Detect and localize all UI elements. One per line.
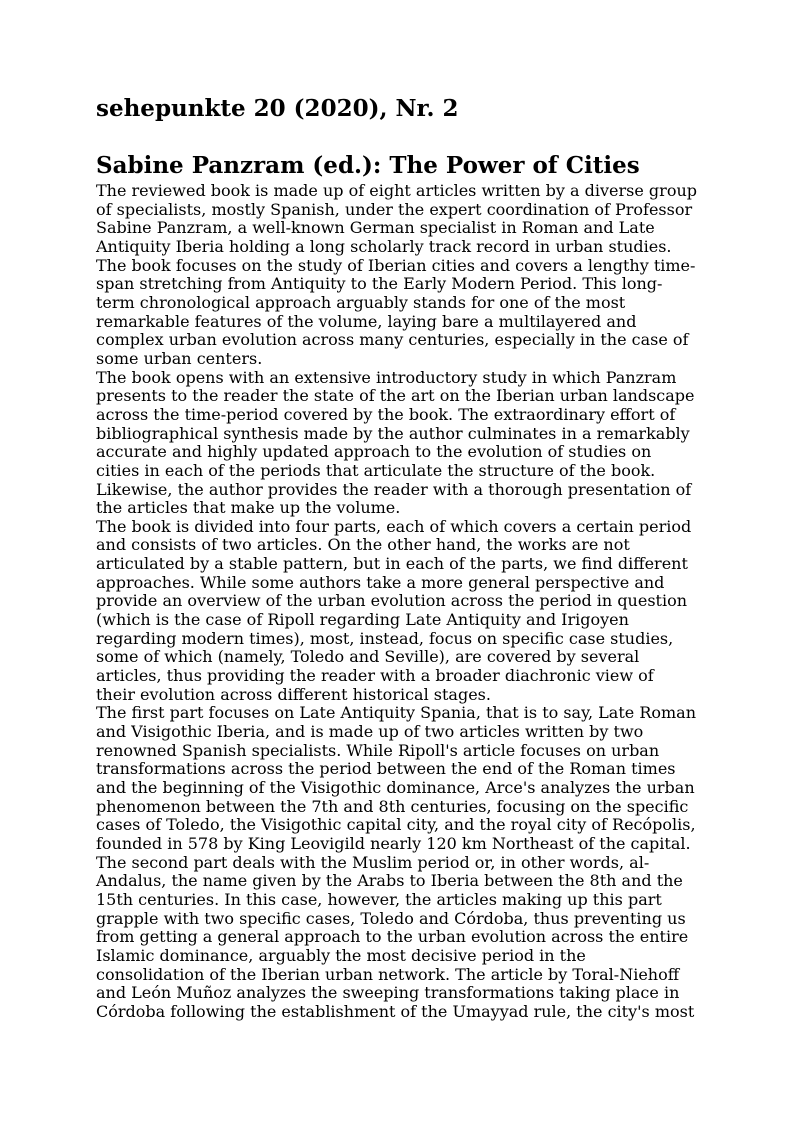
- text-line: complex urban evolution across many centuries, especially in the case of: [96, 330, 689, 350]
- body-paragraph: [96, 182, 706, 369]
- text-line: articles, thus providing the reader with a broader diachronic view of: [96, 666, 654, 686]
- text-line: consolidation of the Iberian urban network. The article by Toral-Niehoff: [96, 964, 680, 984]
- text-line: accurate and highly updated approach to the evolution of studies on: [96, 442, 652, 462]
- text-line: across the time-period covered by the book. The extraordinary effort of: [96, 404, 676, 424]
- text-line: (which is the case of Ripoll regarding Late Antiquity and Irigoyen: [96, 610, 629, 630]
- text-line: renowned Spanish specialists. While Ripoll's article focuses on urban: [96, 740, 660, 760]
- review-body: [96, 182, 706, 1022]
- text-line: the articles that make up the volume.: [96, 498, 401, 518]
- text-line: term chronological approach arguably stands for one of the most: [96, 292, 626, 312]
- body-paragraph: [96, 518, 706, 705]
- text-line: grapple with two specific cases, Toledo and Córdoba, thus preventing us: [96, 908, 686, 928]
- text-line: transformations across the period between the end of the Roman times: [96, 759, 676, 779]
- text-line: The reviewed book is made up of eight articles written by a diverse group: [96, 181, 697, 200]
- text-line: Sabine Panzram, a well-known German specialist in Roman and Late: [96, 218, 655, 238]
- text-line: The second part deals with the Muslim period or, in other words, al-: [96, 852, 650, 872]
- text-line: from getting a general approach to the urban evolution across the entire: [96, 927, 689, 947]
- journal-issue-heading: sehepunkte 20 (2020), Nr. 2: [96, 95, 459, 122]
- document-page: [96, 93, 706, 1021]
- review-title: Sabine Panzram (ed.): The Power of Cities: [96, 152, 640, 179]
- text-line: Andalus, the name given by the Arabs to Iberia between the 8th and the: [96, 871, 683, 891]
- text-line: Likewise, the author provides the reader with a thorough presentation of: [96, 479, 692, 499]
- text-line: 15th centuries. In this case, however, the articles making up this part: [96, 889, 662, 909]
- text-line: some of which (namely, Toledo and Seville), are covered by several: [96, 647, 640, 667]
- text-line: and Visigothic Iberia, and is made up of two articles written by two: [96, 722, 644, 742]
- text-line: The book opens with an extensive introductory study in which Panzram: [96, 367, 677, 387]
- text-line: span stretching from Antiquity to the Early Modern Period. This long-: [96, 274, 663, 294]
- text-line: cases of Toledo, the Visigothic capital city, and the royal city of Recópolis,: [96, 815, 696, 835]
- body-paragraph: [96, 704, 706, 1021]
- text-line: some urban centers.: [96, 348, 263, 368]
- text-line: Islamic dominance, arguably the most decisive period in the: [96, 945, 586, 965]
- text-line: The book focuses on the study of Iberian cities and covers a lengthy time-: [96, 255, 696, 275]
- text-line: of specialists, mostly Spanish, under the expert coordination of Professor: [96, 199, 693, 219]
- text-line: Córdoba following the establishment of the Umayyad rule, the city's most: [96, 1001, 695, 1021]
- text-line: The book is divided into four parts, each of which covers a certain period: [96, 516, 692, 536]
- text-line: bibliographical synthesis made by the author culminates in a remarkably: [96, 423, 690, 443]
- text-line: articulated by a stable pattern, but in each of the parts, we find different: [96, 554, 688, 574]
- text-line: phenomenon between the 7th and 8th centuries, focusing on the specific: [96, 796, 689, 816]
- text-line: and the beginning of the Visigothic dominance, Arce's analyzes the urban: [96, 778, 695, 797]
- text-line: and León Muñoz analyzes the sweeping transformations taking place in: [96, 983, 680, 1003]
- text-line: approaches. While some authors take a more general perspective and: [96, 572, 665, 592]
- text-line: provide an overview of the urban evolution across the period in question: [96, 591, 688, 611]
- body-paragraph: [96, 369, 706, 518]
- text-line: regarding modern times), most, instead, focus on specific case studies,: [96, 628, 674, 648]
- text-line: presents to the reader the state of the art on the Iberian urban landscape: [96, 386, 695, 406]
- text-line: Antiquity Iberia holding a long scholarly track record in urban studies.: [96, 236, 672, 256]
- text-line: The first part focuses on Late Antiquity Spania, that is to say, Late Roman: [96, 703, 697, 723]
- text-line: remarkable features of the volume, laying bare a multilayered and: [96, 311, 637, 331]
- text-line: founded in 578 by King Leovigild nearly 120 km Northeast of the capital.: [96, 833, 691, 853]
- text-line: cities in each of the periods that articulate the structure of the book.: [96, 460, 656, 480]
- text-line: their evolution across different historical stages.: [96, 684, 491, 704]
- text-line: and consists of two articles. On the other hand, the works are not: [96, 535, 630, 555]
